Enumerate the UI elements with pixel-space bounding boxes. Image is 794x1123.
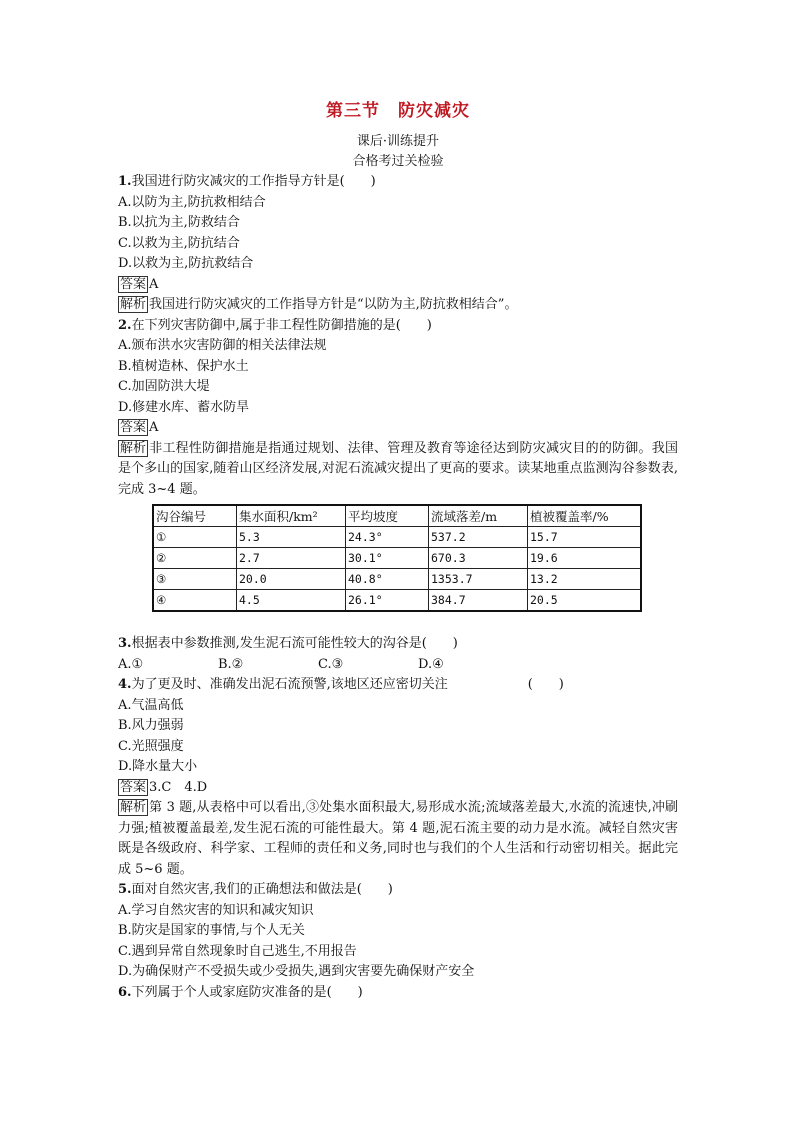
option: C.光照强度 bbox=[118, 738, 184, 754]
option: B.植树造林、保护水土 bbox=[118, 358, 249, 374]
table-cell: ③ bbox=[153, 569, 237, 590]
table-cell: 4.5 bbox=[237, 590, 346, 612]
option: D.修建水库、蓄水防旱 bbox=[118, 399, 250, 415]
section-subtitle-2: 合格考过关检验 bbox=[352, 154, 444, 169]
table-cell: 24.3° bbox=[346, 527, 429, 548]
option: D.④ bbox=[418, 656, 444, 672]
table-cell: ② bbox=[153, 548, 237, 569]
analysis-line bbox=[118, 295, 678, 316]
option: D.降水量大小 bbox=[118, 759, 198, 774]
question-stem: 面对自然灾害,我们的正确想法和做法是( ) bbox=[131, 882, 393, 897]
table-cell: 384.7 bbox=[429, 590, 528, 612]
table-cell: 537.2 bbox=[429, 527, 528, 548]
option: A.① bbox=[118, 656, 144, 672]
question-number: 3. bbox=[118, 636, 132, 651]
question-stem: 为了更及时、准确发出泥石流预警,该地区还应密切关注 bbox=[131, 677, 448, 692]
table-cell: 5.3 bbox=[237, 527, 346, 548]
question-5 bbox=[118, 880, 678, 901]
passage-lead: 我国是个多山的国家,随着山区经济发展,对泥石流减灾提出了更高的要求。读某地重点监测沟谷参数表,完成 3~4 题。 bbox=[118, 440, 678, 497]
answer-value: A bbox=[149, 276, 159, 292]
option: B.防灾是国家的事情,与个人无关 bbox=[118, 923, 305, 938]
option: C.加固防洪大堤 bbox=[118, 379, 210, 394]
table-cell: 20.5 bbox=[528, 590, 642, 612]
answer-tag: 答案 bbox=[120, 420, 147, 435]
table-cell: 1353.7 bbox=[429, 569, 528, 590]
question-stem: 在下列灾害防御中,属于非工程性防御措施的是( ) bbox=[131, 317, 432, 333]
table-cell: 15.7 bbox=[528, 527, 642, 548]
question-stem: 下列属于个人或家庭防灾准备的是( ) bbox=[131, 984, 363, 1000]
column-header: 植被覆盖率/% bbox=[528, 505, 642, 527]
question-3 bbox=[118, 634, 678, 655]
question-number: 1. bbox=[118, 174, 132, 189]
answer-value: 3.C 4.D bbox=[149, 779, 208, 795]
table-row bbox=[153, 569, 641, 590]
table-cell: 670.3 bbox=[429, 548, 528, 569]
question-number: 5. bbox=[118, 882, 132, 897]
table-cell: 20.0 bbox=[237, 569, 346, 590]
question-number: 2. bbox=[118, 317, 132, 333]
option: C.以救为主,防抗结合 bbox=[118, 235, 240, 251]
column-header: 沟谷编号 bbox=[153, 505, 237, 527]
table-cell: 30.1° bbox=[346, 548, 429, 569]
column-header: 平均坡度 bbox=[346, 505, 429, 527]
table-cell: 40.8° bbox=[346, 569, 429, 590]
column-header: 集水面积/km² bbox=[237, 505, 346, 527]
table-cell: 26.1° bbox=[346, 590, 429, 612]
analysis-text: 非工程性防御措施是指通过规划、法律、管理及教育等途径达到防灾减灾目的的防御。 bbox=[149, 440, 652, 456]
document-page bbox=[118, 100, 678, 1003]
analysis-tag: 解析 bbox=[120, 297, 147, 312]
analysis-text: 我国进行防灾减灾的工作指导方针是“以防为主,防抗救相结合”。 bbox=[149, 297, 518, 312]
table-row bbox=[153, 527, 641, 548]
column-header: 流域落差/m bbox=[429, 505, 528, 527]
valley-parameter-table bbox=[152, 504, 642, 612]
option: C.遇到异常自然现象时自己逃生,不用报告 bbox=[118, 943, 357, 959]
option: A.学习自然灾害的知识和减灾知识 bbox=[118, 902, 314, 918]
question-stem: 我国进行防灾减灾的工作指导方针是( ) bbox=[131, 174, 376, 189]
analysis-line bbox=[118, 439, 678, 501]
option: C.③ bbox=[318, 656, 344, 672]
question-4 bbox=[118, 675, 678, 696]
option: D.以救为主,防抗救结合 bbox=[118, 256, 254, 271]
answer-line bbox=[118, 418, 678, 439]
table-header-row bbox=[153, 505, 641, 527]
question-number: 6. bbox=[118, 984, 132, 1000]
page-title: 第三节 防灾减灾 bbox=[326, 101, 470, 121]
question-number: 4. bbox=[118, 677, 132, 692]
options-row bbox=[118, 655, 678, 676]
analysis-text: 第 3 题,从表格中可以看出,③处集水面积最大,易形成水流;流域落差最大,水流的流速快,冲刷力强;植被覆盖最差,发生泥石流的可能性最大。第 4 题,泥石流主要的动力是水流。 bbox=[118, 800, 678, 836]
analysis-line bbox=[118, 798, 678, 880]
table-cell: 19.6 bbox=[528, 548, 642, 569]
section-subtitle: 课后·训练提升 bbox=[356, 134, 440, 149]
question-stem: 根据表中参数推测,发生泥石流可能性较大的沟谷是( ) bbox=[131, 636, 458, 651]
analysis-tag: 解析 bbox=[120, 800, 147, 815]
answer-tag: 答案 bbox=[120, 779, 147, 795]
option: A.颁布洪水灾害防御的相关法律法规 bbox=[118, 338, 327, 353]
table-row bbox=[153, 590, 641, 612]
answer-tag: 答案 bbox=[120, 276, 147, 292]
answer-blank: ( ) bbox=[527, 677, 564, 692]
option: B.② bbox=[218, 656, 244, 672]
option: B.以抗为主,防救结合 bbox=[118, 215, 240, 230]
answer-line bbox=[118, 778, 678, 799]
answer-value: A bbox=[149, 420, 159, 435]
table-cell: 2.7 bbox=[237, 548, 346, 569]
option: A.气温高低 bbox=[118, 697, 184, 713]
option: D.为确保财产不受损失或少受损失,遇到灾害要先确保财产安全 bbox=[118, 964, 475, 979]
passage-lead: 减轻自然灾害既是各级政府、科学家、工程师的责任和义务,同时也与我们的个人生活和行动密切相关。据此完成 5~6 题。 bbox=[118, 820, 678, 877]
question-2 bbox=[118, 316, 678, 337]
table-row bbox=[153, 548, 641, 569]
table-cell: ④ bbox=[153, 590, 237, 612]
question-1 bbox=[118, 172, 678, 193]
table-cell: 13.2 bbox=[528, 569, 642, 590]
question-6 bbox=[118, 983, 678, 1004]
analysis-tag: 解析 bbox=[120, 440, 147, 456]
option: B.风力强弱 bbox=[118, 718, 184, 733]
table-cell: ① bbox=[153, 527, 237, 548]
answer-line bbox=[118, 275, 678, 296]
option: A.以防为主,防抗救相结合 bbox=[118, 194, 266, 210]
